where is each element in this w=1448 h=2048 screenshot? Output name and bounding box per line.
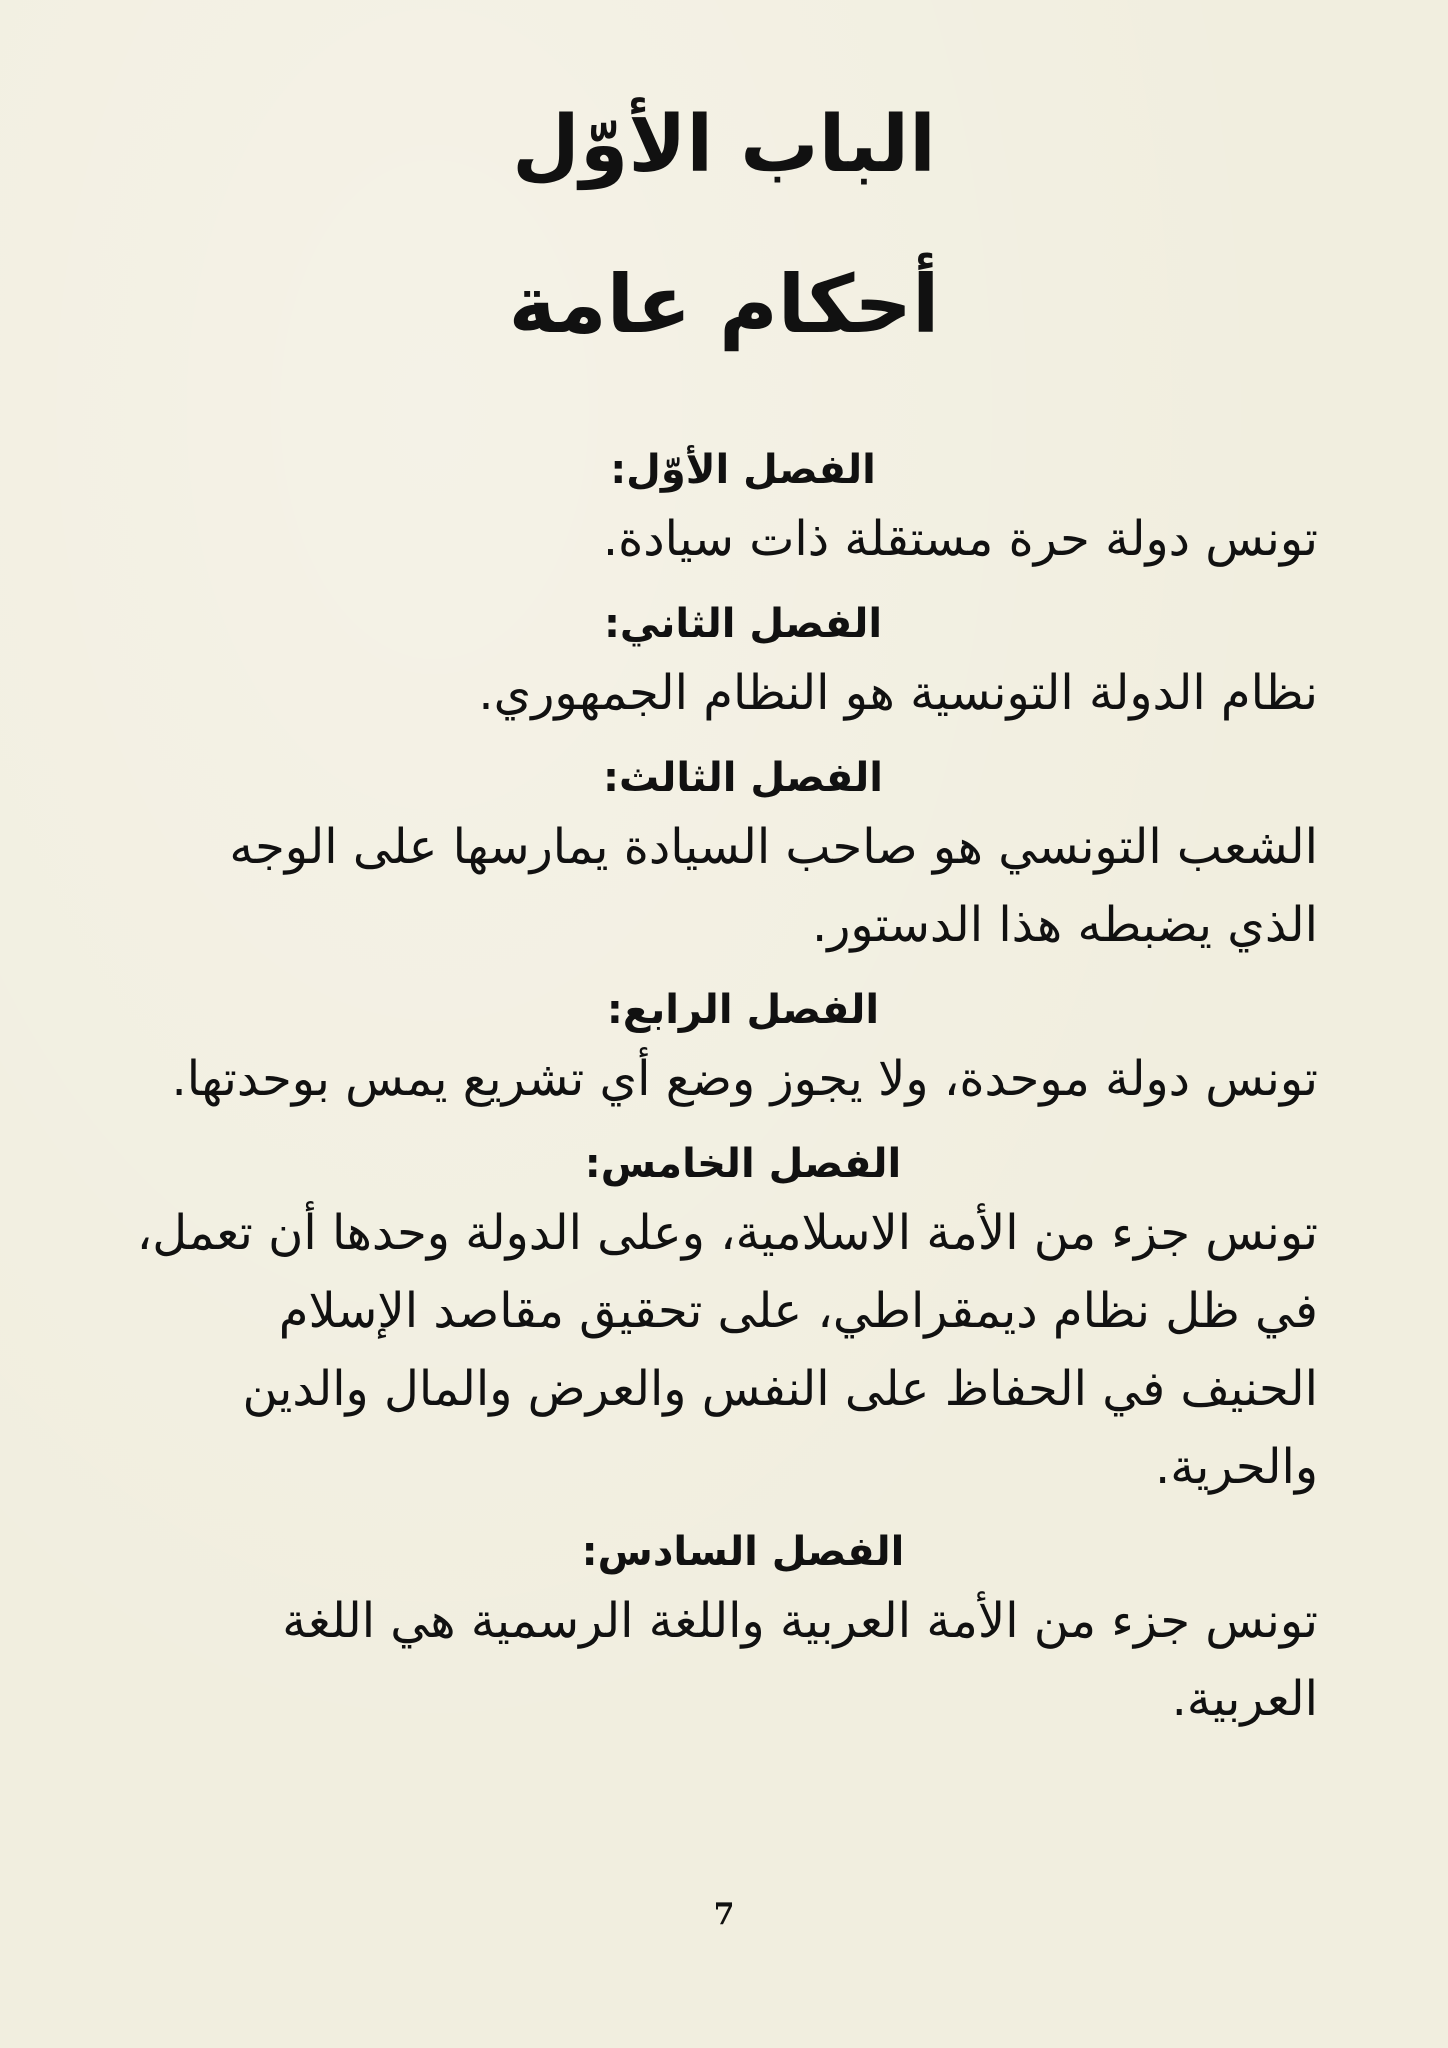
article-heading: الفصل الخامس: [584, 1141, 902, 1187]
article-6 [128, 1522, 1318, 1738]
part-title: الباب الأوّل [512, 100, 936, 190]
article-3 [128, 748, 1318, 964]
article-heading: الفصل الأوّل: [610, 447, 876, 493]
article-text: نظام الدولة التونسية هو النظام الجمهوري. [478, 665, 1318, 721]
article-text: تونس دولة حرة مستقلة ذات سيادة. [602, 511, 1318, 567]
article-1 [128, 440, 1318, 578]
articles-list [128, 440, 1318, 1754]
article-heading: الفصل الثاني: [603, 601, 883, 647]
article-text: الشعب التونسي هو صاحب السيادة يمارسها على الوجه الذي يضبطه هذا الدستور. [229, 819, 1318, 953]
article-text: تونس دولة موحدة، ولا يجوز وضع أي تشريع يمس بوحدتها. [171, 1051, 1318, 1107]
article-text: تونس جزء من الأمة العربية واللغة الرسمية هي اللغة العربية. [282, 1593, 1318, 1727]
article-2 [128, 594, 1318, 732]
article-5 [128, 1134, 1318, 1506]
page-number: 7 [713, 1897, 735, 1932]
article-heading: الفصل الثالث: [603, 755, 883, 801]
article-4 [128, 980, 1318, 1118]
part-subtitle: أحكام عامة [508, 258, 940, 351]
article-heading: الفصل الرابع: [606, 987, 880, 1033]
article-heading: الفصل السادس: [581, 1529, 905, 1575]
article-text: تونس جزء من الأمة الاسلامية، وعلى الدولة وحدها أن تعمل، في ظل نظام ديمقراطي، على تحقيق مقاصد الإسلام الحنيف في الحفاظ على النفس والعرض والمال والدين والحرية. [136, 1205, 1318, 1495]
